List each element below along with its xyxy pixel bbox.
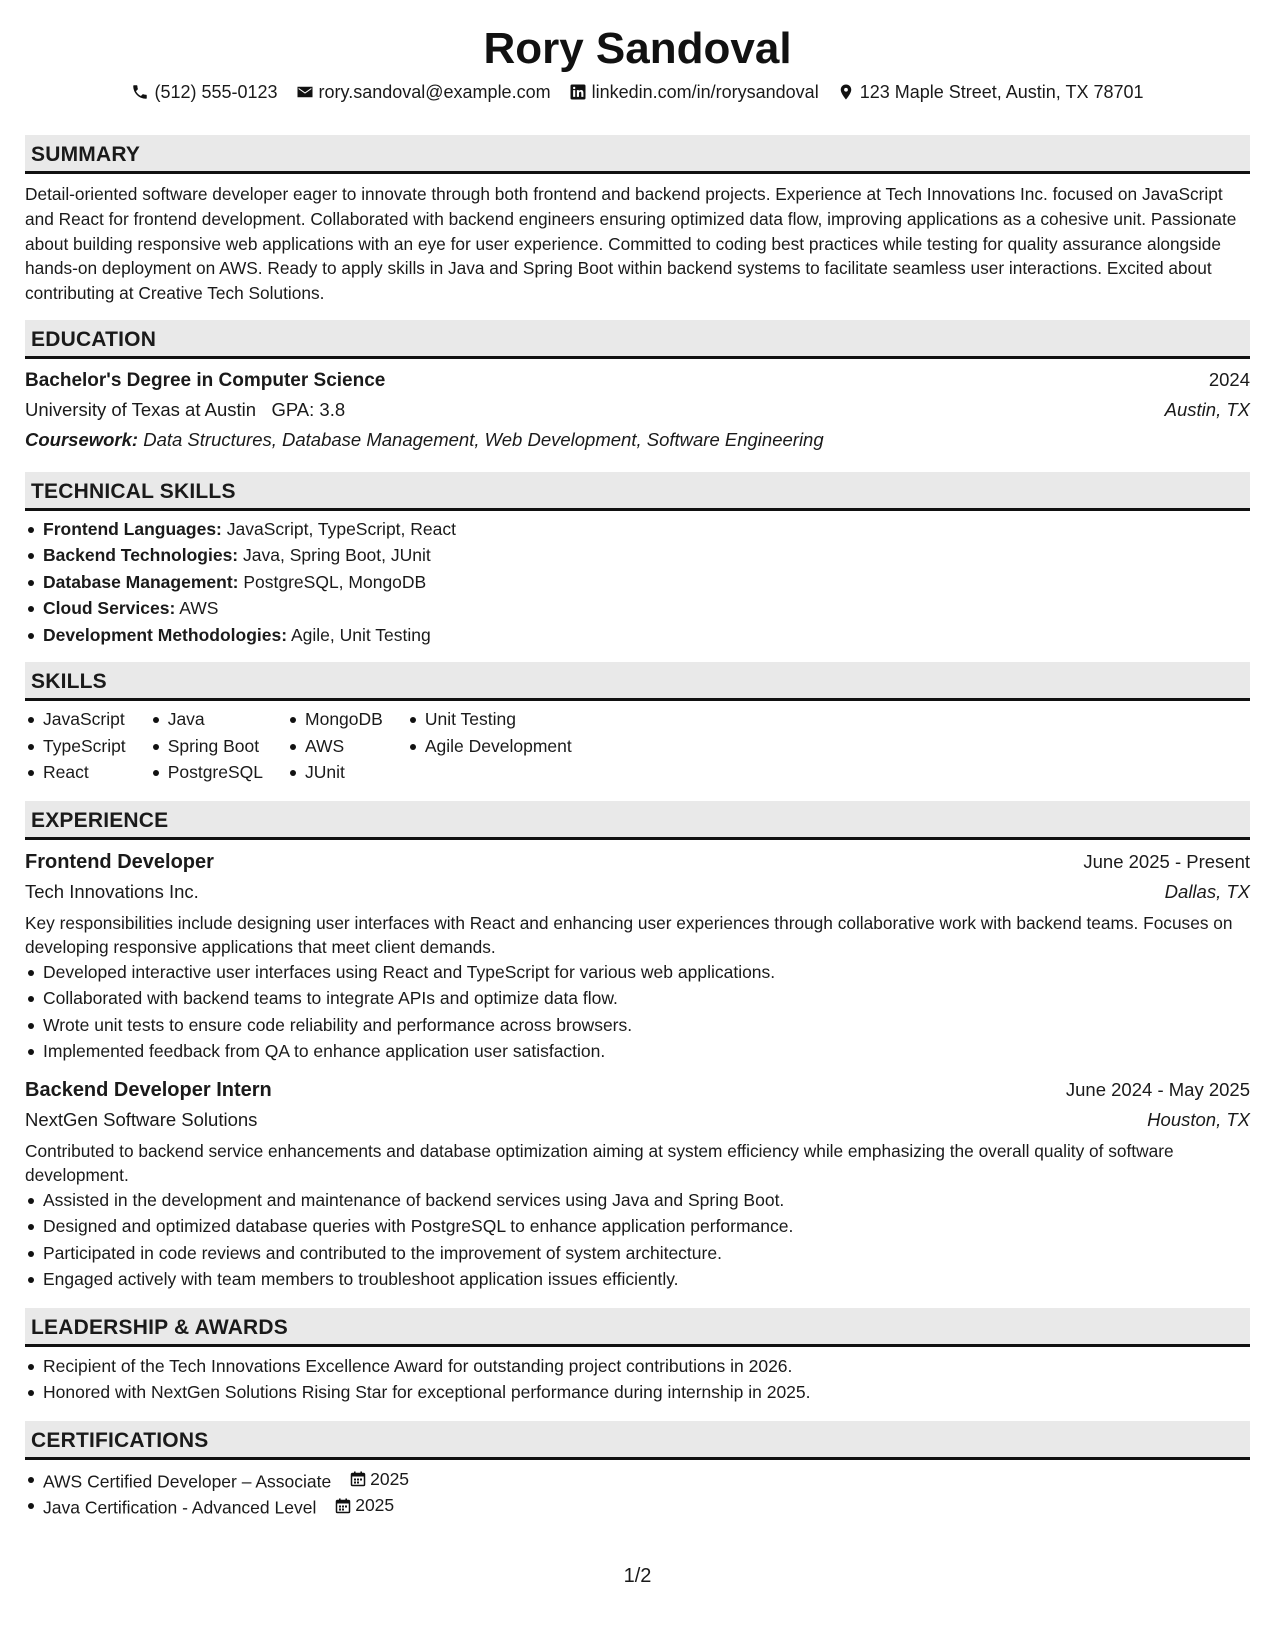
list-item: Honored with NextGen Solutions Rising Star for exceptional performance during internship in 2025. <box>43 1379 1250 1406</box>
summary-text: Detail-oriented software developer eager to innovate through both frontend and backend projects. Experience at Tech Innovations Inc. focused on JavaScript and React for frontend development. Collaborated with backend engineers ensuring optimized data flow, improving applications as a cohesive unit. Passionate about building responsive web applications with an eye for user experience. Committed to coding best practices while testing for quality assurance alongside hands-on deployment on AWS. Ready to apply skills in Java and Spring Boot within backend systems to facilitate seamless user interactions. Excited about contributing at Creative Tech Solutions. <box>25 184 1237 304</box>
skill-category: Development Methodologies: <box>43 624 288 645</box>
list-item: React <box>43 759 126 786</box>
job-company: NextGen Software Solutions <box>25 1108 258 1130</box>
list-item: PostgreSQL <box>168 759 263 786</box>
contact-phone <box>131 78 277 106</box>
resume-page <box>25 0 1250 1519</box>
contact-linkedin[interactable] <box>569 78 819 106</box>
skill-values: Agile, Unit Testing <box>290 624 431 645</box>
contact-email[interactable] <box>296 78 551 106</box>
list-item: Java <box>168 706 263 733</box>
calendar-icon <box>350 1471 366 1487</box>
skill-category: Backend Technologies: <box>43 545 239 566</box>
certification-name: Java Certification - Advanced Level <box>43 1497 317 1518</box>
job-description: Key responsibilities include designing user interfaces with React and enhancing user experiences through collaborative work with backend teams. Focuses on developing responsive applications that meet client demands. <box>25 912 1233 957</box>
skill-values: JavaScript, TypeScript, React <box>226 518 456 539</box>
skill-values: PostgreSQL, MongoDB <box>243 571 427 592</box>
skill-category: Database Management: <box>43 571 239 592</box>
school-name: University of Texas at Austin <box>25 398 257 420</box>
contact-bar <box>25 78 1250 106</box>
skills-column-2 <box>150 706 263 786</box>
technical-skills-heading: TECHNICAL SKILLS <box>25 472 1250 511</box>
linkedin-text: linkedin.com/in/rorysandoval <box>591 82 819 102</box>
list-item: Wrote unit tests to ensure code reliability and performance across browsers. <box>43 1012 1250 1039</box>
education-heading: EDUCATION <box>25 320 1250 359</box>
list-item: Participated in code reviews and contributed to the improvement of system architecture. <box>43 1240 1250 1267</box>
list-item: AWS <box>305 733 383 760</box>
coursework-label: Coursework: <box>25 428 139 450</box>
map-pin-icon <box>837 83 855 101</box>
education-school-row <box>25 395 1250 425</box>
job-location: Houston, TX <box>1147 1108 1250 1130</box>
list-item: Unit Testing <box>425 706 572 733</box>
experience-heading: EXPERIENCE <box>25 801 1250 840</box>
list-item <box>43 1466 1250 1493</box>
job-description: Contributed to backend service enhancements and database optimization aiming at system efficiency while emphasizing the overall quality of software development. <box>25 1140 1174 1185</box>
list-item: Spring Boot <box>168 733 263 760</box>
job-title-row <box>25 1074 1250 1105</box>
list-item: Collaborated with backend teams to integrate APIs and optimize data flow. <box>43 985 1250 1012</box>
school-location: Austin, TX <box>1164 398 1250 420</box>
certification-date <box>350 1466 409 1493</box>
list-item <box>43 622 1250 649</box>
skill-category: Frontend Languages: <box>43 518 222 539</box>
job-dates: June 2024 - May 2025 <box>1065 1078 1250 1100</box>
job-entry <box>25 846 1250 1065</box>
job-bullets <box>25 1187 1250 1293</box>
job-location: Dallas, TX <box>1164 880 1250 902</box>
certifications-list <box>25 1466 1250 1519</box>
email-text: rory.sandoval@example.com <box>318 82 551 102</box>
list-item: Agile Development <box>425 733 572 760</box>
list-item: MongoDB <box>305 706 383 733</box>
gpa: GPA: 3.8 <box>271 398 346 420</box>
certifications-heading: CERTIFICATIONS <box>25 1421 1250 1460</box>
page-number: 1/2 <box>623 1565 652 1587</box>
skill-category: Cloud Services: <box>43 598 176 619</box>
job-dates: June 2025 - Present <box>1083 850 1250 872</box>
technical-skills-list <box>25 516 1250 649</box>
certification-year: 2025 <box>355 1495 395 1516</box>
list-item: Engaged actively with team members to troubleshoot application issues efficiently. <box>43 1266 1250 1293</box>
skill-values: Java, Spring Boot, JUnit <box>243 545 431 566</box>
list-item <box>43 595 1250 622</box>
list-item: Implemented feedback from QA to enhance application user satisfaction. <box>43 1038 1250 1065</box>
certification-name: AWS Certified Developer – Associate <box>43 1471 332 1492</box>
job-company-row <box>25 877 1250 907</box>
list-item: Assisted in the development and maintenance of backend services using Java and Spring Boot. <box>43 1187 1250 1214</box>
summary-heading: SUMMARY <box>25 135 1250 174</box>
phone-text: (512) 555-0123 <box>154 82 278 102</box>
education-degree-row <box>25 365 1250 395</box>
phone-icon <box>131 83 149 101</box>
skills-column-4 <box>407 706 572 786</box>
list-item <box>43 569 1250 596</box>
certification-year: 2025 <box>370 1468 410 1489</box>
calendar-icon <box>335 1498 351 1514</box>
skills-heading: SKILLS <box>25 662 1250 701</box>
coursework <box>25 425 1250 455</box>
degree-year: 2024 <box>1208 368 1250 390</box>
job-title-row <box>25 846 1250 877</box>
skills-column-3 <box>287 706 383 786</box>
skill-values: AWS <box>179 598 219 619</box>
list-item <box>43 516 1250 543</box>
list-item: Developed interactive user interfaces using React and TypeScript for various web applications. <box>43 959 1250 986</box>
coursework-list: Data Structures, Database Management, Web Development, Software Engineering <box>143 428 824 450</box>
job-bullets <box>25 959 1250 1065</box>
job-title: Backend Developer Intern <box>25 1078 272 1101</box>
degree-title: Bachelor's Degree in Computer Science <box>25 369 386 391</box>
envelope-icon <box>296 83 314 101</box>
list-item: TypeScript <box>43 733 126 760</box>
school-info <box>25 395 345 425</box>
skills-grid <box>25 706 1250 786</box>
certification-date <box>335 1492 394 1519</box>
job-title: Frontend Developer <box>25 850 214 873</box>
job-entry <box>25 1074 1250 1293</box>
list-item <box>43 1492 1250 1519</box>
list-item: JUnit <box>305 759 383 786</box>
job-company: Tech Innovations Inc. <box>25 880 199 902</box>
list-item: Designed and optimized database queries with PostgreSQL to enhance application performance. <box>43 1213 1250 1240</box>
linkedin-icon <box>569 83 587 101</box>
address-text: 123 Maple Street, Austin, TX 78701 <box>859 82 1144 102</box>
list-item: JavaScript <box>43 706 126 733</box>
contact-address <box>837 78 1144 106</box>
leadership-list <box>25 1353 1250 1406</box>
job-company-row <box>25 1105 1250 1135</box>
candidate-name: Rory Sandoval <box>483 24 792 73</box>
skills-column-1 <box>25 706 126 786</box>
list-item <box>43 542 1250 569</box>
list-item: Recipient of the Tech Innovations Excellence Award for outstanding project contributions in 2026. <box>43 1353 1250 1380</box>
leadership-heading: LEADERSHIP & AWARDS <box>25 1308 1250 1347</box>
